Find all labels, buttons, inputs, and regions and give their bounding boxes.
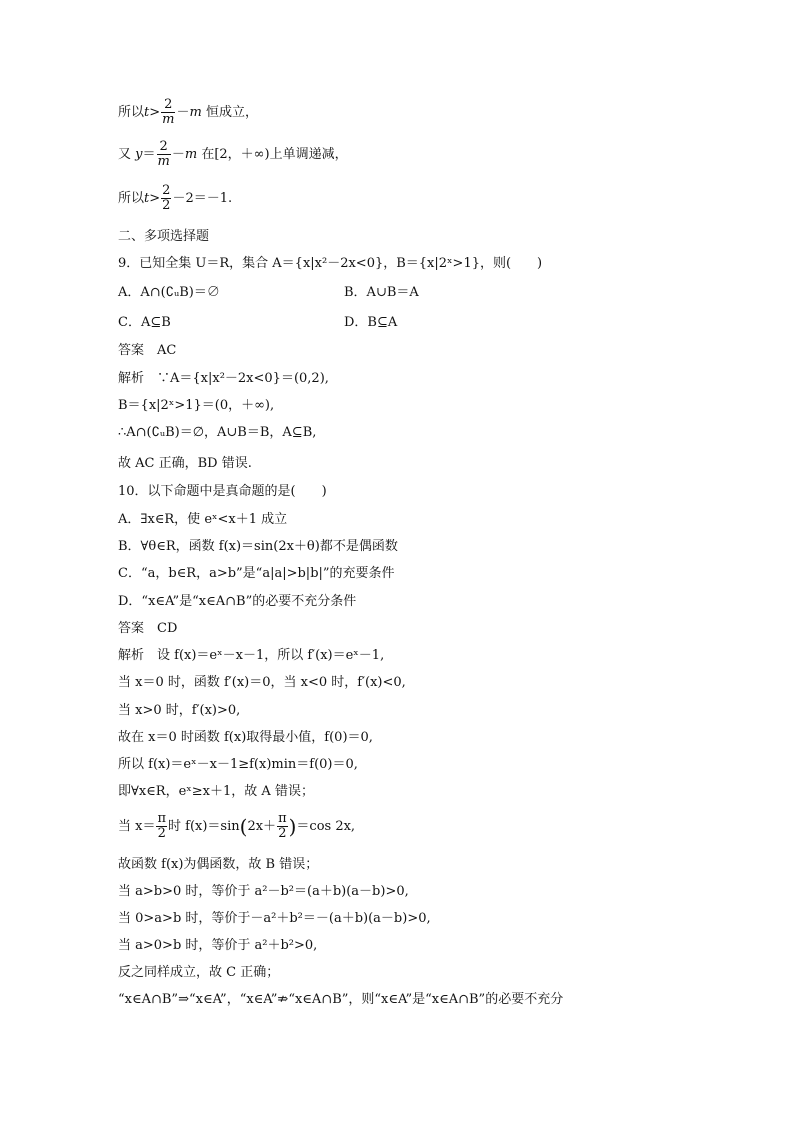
q10-solution-8: 故函数 f(x)为偶函数，故 B 错误； bbox=[118, 857, 319, 872]
fraction bbox=[161, 98, 175, 127]
q9-option-d: D．B⊆A bbox=[344, 315, 398, 330]
q10-solution-6: 即∀x∈R，eˣ≥x＋1，故 A 错误； bbox=[118, 784, 314, 799]
var-t: t bbox=[144, 191, 150, 206]
q10-solution-5: 所以 f(x)＝eˣ－x－1≥f(x)min＝f(0)＝0, bbox=[118, 757, 358, 772]
q10-solution-7 bbox=[118, 812, 355, 841]
op: － bbox=[176, 105, 190, 120]
text: 2x＋ bbox=[247, 819, 277, 834]
fraction bbox=[161, 184, 171, 213]
line-1 bbox=[118, 98, 258, 127]
q10-solution-10: 当 0>a>b 时，等价于－a²＋b²＝－(a＋b)(a－b)>0, bbox=[118, 911, 431, 926]
q9-solution-4: 故 AC 正确，BD 错误. bbox=[118, 456, 252, 471]
text: 所以 bbox=[118, 191, 145, 206]
numerator: 2 bbox=[159, 139, 168, 154]
q10-answer: 答案 CD bbox=[118, 621, 178, 636]
q10-solution-13: “x∈A∩B”⇒“x∈A”，“x∈A”⇏“x∈A∩B”，则“x∈A”是“x∈A∩B”的必要不充分 bbox=[118, 992, 564, 1007]
section-heading: 二、多项选择题 bbox=[118, 229, 210, 244]
text: ＝cos 2x, bbox=[296, 819, 356, 834]
q9-answer: 答案 AC bbox=[118, 343, 177, 358]
q10-solution-2: 当 x＝0 时，函数 f′(x)＝0，当 x<0 时，f′(x)<0, bbox=[118, 675, 406, 690]
text: 当 x＝ bbox=[118, 819, 156, 834]
q10-option-a: A．∃x∈R，使 eˣ<x＋1 成立 bbox=[118, 512, 288, 527]
text: 恒成立， bbox=[201, 105, 258, 120]
q9-option-b: B．A∪B＝A bbox=[344, 285, 419, 300]
right-paren: ) bbox=[288, 814, 297, 839]
q9-option-row-1 bbox=[118, 284, 220, 302]
text: 所以 bbox=[118, 105, 145, 120]
fraction bbox=[157, 140, 171, 169]
numerator: 2 bbox=[164, 97, 173, 112]
numerator: 2 bbox=[162, 183, 171, 198]
q10-solution-12: 反之同样成立，故 C 正确； bbox=[118, 965, 280, 980]
text: 时 f(x)＝sin bbox=[168, 819, 240, 834]
var-t: t bbox=[144, 105, 150, 120]
op: > bbox=[149, 105, 161, 120]
q9-solution-1: 解析 ∵A＝{x|x²－2x<0}＝(0,2), bbox=[118, 371, 329, 386]
left-paren: ( bbox=[239, 814, 248, 839]
fraction bbox=[277, 812, 288, 841]
q9-text: 9．已知全集 U＝R，集合 A＝{x|x²－2x<0}，B＝{x|2ˣ>1}，则( ) bbox=[118, 256, 543, 271]
var-m: m bbox=[189, 105, 202, 120]
line-3 bbox=[118, 184, 232, 213]
q9-solution-2: B＝{x|2ˣ>1}＝(0，＋∞), bbox=[118, 398, 275, 413]
numerator: π bbox=[157, 811, 167, 826]
text: 在[2，＋∞)上单调递减， bbox=[197, 147, 348, 162]
op: ＝ bbox=[142, 147, 156, 162]
text: 又 bbox=[118, 147, 136, 162]
text: －2＝－1. bbox=[172, 191, 233, 206]
denominator: m bbox=[157, 154, 170, 169]
q10-solution-1: 解析 设 f(x)＝eˣ－x－1，所以 f′(x)＝eˣ－1, bbox=[118, 648, 385, 663]
q9-solution-3: ∴A∩(∁ᵤB)＝∅，A∪B＝B，A⊆B, bbox=[118, 425, 317, 440]
op: > bbox=[149, 191, 161, 206]
q10-solution-11: 当 a>0>b 时，等价于 a²＋b²>0, bbox=[118, 938, 318, 953]
line-2 bbox=[118, 140, 348, 169]
denominator: m bbox=[162, 112, 175, 127]
op: － bbox=[171, 147, 185, 162]
numerator: π bbox=[278, 811, 287, 826]
q10-solution-4: 故在 x＝0 时函数 f(x)取得最小值，f(0)＝0, bbox=[118, 730, 373, 745]
q10-option-d: D．“x∈A”是“x∈A∩B”的必要不充分条件 bbox=[118, 594, 357, 609]
denominator: 2 bbox=[278, 826, 287, 841]
var-m: m bbox=[184, 147, 198, 162]
q10-text: 10．以下命题中是真命题的是( ) bbox=[118, 484, 327, 499]
q10-option-b: B．∀θ∈R，函数 f(x)＝sin(2x＋θ)都不是偶函数 bbox=[118, 539, 398, 554]
q10-solution-9: 当 a>b>0 时，等价于 a²－b²＝(a＋b)(a－b)>0, bbox=[118, 884, 409, 899]
denominator: 2 bbox=[157, 826, 166, 841]
q10-option-c: C．“a，b∈R，a>b”是“a|a|>b|b|”的充要条件 bbox=[118, 566, 395, 581]
q9-option-c: C．A⊆B bbox=[118, 315, 171, 330]
denominator: 2 bbox=[162, 198, 171, 213]
q10-solution-3: 当 x>0 时，f′(x)>0, bbox=[118, 703, 241, 718]
var-y: y bbox=[135, 147, 143, 162]
fraction bbox=[156, 812, 167, 841]
q9-option-a: A．A∩(∁ᵤB)＝∅ bbox=[118, 285, 220, 300]
